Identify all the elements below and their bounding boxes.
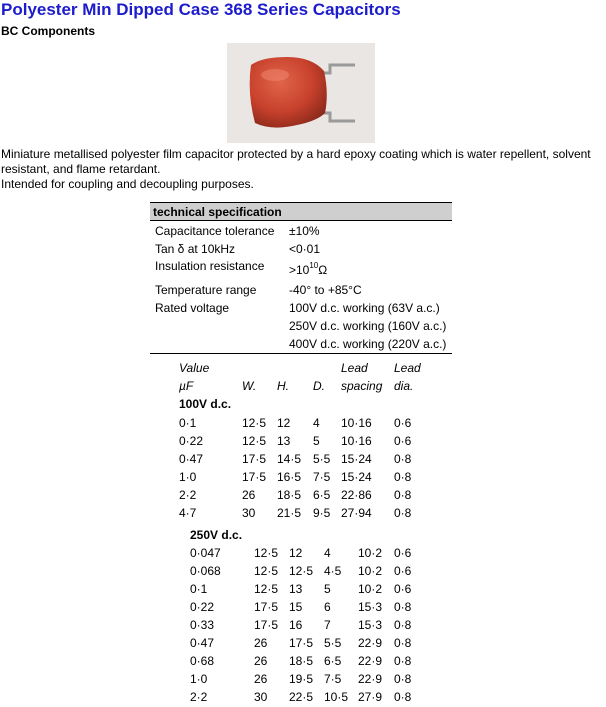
width-value: 12·5	[242, 416, 267, 430]
height-value: 13	[277, 434, 291, 448]
spec-row	[150, 316, 452, 334]
lead-spacing-value: 15·24	[341, 452, 372, 466]
spec-label: Insulation resistance	[155, 259, 265, 273]
spec-row	[150, 298, 452, 316]
technical-spec-table	[150, 202, 452, 352]
lead-spacing-value: 22·86	[341, 488, 372, 502]
width-value: 26	[254, 672, 268, 686]
lead-dia-value: 0·8	[394, 636, 412, 650]
col-header-value: Value	[179, 361, 210, 375]
lead-spacing-value: 10·2	[358, 582, 383, 596]
width-value: 30	[254, 690, 268, 704]
product-photo	[227, 43, 375, 143]
height-value: 16	[289, 618, 303, 632]
width-value: 30	[242, 506, 256, 520]
width-value: 12·5	[254, 582, 279, 596]
depth-value: 7·5	[324, 672, 342, 686]
lead-dia-value: 0·8	[394, 618, 412, 632]
spec-value: <0·01	[289, 242, 321, 256]
height-value: 18·5	[289, 654, 314, 668]
spec-value: ±10%	[289, 224, 320, 238]
cap-value: 0·1	[190, 582, 208, 596]
cap-value: 4·7	[179, 506, 197, 520]
col-header-lead: Lead	[341, 361, 368, 375]
spec-value	[289, 263, 327, 277]
depth-value: 5	[313, 434, 320, 448]
cap-value: 0·47	[179, 452, 204, 466]
voltage-group-label: 250V d.c.	[190, 528, 243, 542]
lead-dia-value: 0·6	[394, 564, 412, 578]
lead-spacing-value: 27·94	[341, 506, 372, 520]
depth-value: 9·5	[313, 506, 331, 520]
lead-dia-value: 0·8	[394, 690, 412, 704]
description-paragraph: Miniature metallised polyester film capacitor protected by a hard epoxy coating which is water repellent, solvent resistant, and flame retardant.	[1, 147, 591, 176]
divider	[150, 353, 452, 354]
spec-row	[150, 334, 452, 352]
lead-dia-value: 0·8	[394, 654, 412, 668]
value-unit: Ω	[318, 263, 328, 277]
depth-value: 7	[324, 618, 331, 632]
lead-spacing-value: 27·9	[358, 690, 383, 704]
width-value: 17·5	[242, 452, 267, 466]
height-value: 12	[289, 546, 303, 560]
depth-value: 6	[324, 600, 331, 614]
width-value: 17·5	[254, 600, 279, 614]
brand-name: BC Components	[1, 24, 95, 38]
spec-row	[150, 257, 452, 280]
col-header-diameter: dia.	[394, 379, 414, 393]
width-value: 26	[254, 654, 268, 668]
lead-spacing-value: 22·9	[358, 672, 383, 686]
lead-dia-value: 0·6	[394, 416, 412, 430]
width-value: 26	[254, 636, 268, 650]
lead-spacing-value: 15·3	[358, 618, 383, 632]
voltage-group-label: 100V d.c.	[179, 397, 232, 411]
height-value: 18·5	[277, 488, 302, 502]
cap-value: 0·22	[179, 434, 204, 448]
lead-dia-value: 0·8	[394, 672, 412, 686]
cap-value: 0·047	[190, 546, 221, 560]
width-value: 17·5	[242, 470, 267, 484]
spec-label: Capacitance tolerance	[155, 224, 275, 238]
page-title: Polyester Min Dipped Case 368 Series Capacitors	[1, 0, 401, 19]
cap-value: 0·47	[190, 636, 215, 650]
spec-row	[150, 280, 452, 298]
spec-row	[150, 239, 452, 257]
lead-dia-value: 0·8	[394, 488, 412, 502]
depth-value: 4	[324, 546, 331, 560]
lead-dia-value: 0·8	[394, 470, 412, 484]
depth-value: 4	[313, 416, 320, 430]
height-value: 12	[277, 416, 291, 430]
cap-value: 1·0	[179, 470, 197, 484]
width-value: 12·5	[242, 434, 267, 448]
cap-value: 0·68	[190, 654, 215, 668]
spec-label: Tan δ at 10kHz	[155, 242, 236, 256]
height-value: 21·5	[277, 506, 302, 520]
lead-dia-value: 0·8	[394, 600, 412, 614]
col-header-width: W.	[242, 379, 257, 393]
col-header-depth: D.	[313, 379, 325, 393]
lead-dia-value: 0·6	[394, 582, 412, 596]
width-value: 26	[242, 488, 256, 502]
lead-spacing-value: 22·9	[358, 636, 383, 650]
spec-row	[150, 221, 452, 239]
depth-value: 5·5	[324, 636, 342, 650]
lead-dia-value: 0·6	[394, 434, 412, 448]
lead-spacing-value: 10·2	[358, 546, 383, 560]
depth-value: 7·5	[313, 470, 331, 484]
cap-value: 0·1	[179, 416, 197, 430]
value-exponent: 10	[309, 261, 319, 270]
height-value: 12·5	[289, 564, 314, 578]
lead-spacing-value: 10·16	[341, 416, 372, 430]
cap-value: 0·068	[190, 564, 221, 578]
height-value: 22·5	[289, 690, 314, 704]
depth-value: 6·5	[324, 654, 342, 668]
cap-value: 0·22	[190, 600, 215, 614]
lead-dia-value: 0·8	[394, 506, 412, 520]
width-value: 12·5	[254, 564, 279, 578]
spec-value: 250V d.c. working (160V a.c.)	[289, 319, 447, 333]
height-value: 13	[289, 582, 303, 596]
spec-value: -40° to +85°C	[289, 283, 362, 297]
depth-value: 6·5	[313, 488, 331, 502]
depth-value: 5·5	[313, 452, 331, 466]
width-value: 17·5	[254, 618, 279, 632]
cap-value: 2·2	[179, 488, 197, 502]
lead-spacing-value: 15·3	[358, 600, 383, 614]
lead-spacing-value: 10·16	[341, 434, 372, 448]
col-header-lead: Lead	[394, 361, 421, 375]
spec-value: 400V d.c. working (220V a.c.)	[289, 337, 447, 351]
col-header-unit: µF	[179, 379, 194, 393]
height-value: 15	[289, 600, 303, 614]
col-header-height: H.	[277, 379, 289, 393]
height-value: 17·5	[289, 636, 314, 650]
depth-value: 10·5	[324, 690, 349, 704]
col-header-spacing: spacing	[341, 379, 383, 393]
lead-spacing-value: 10·2	[358, 564, 383, 578]
spec-value: 100V d.c. working (63V a.c.)	[289, 301, 440, 315]
lead-spacing-value: 22·9	[358, 654, 383, 668]
depth-value: 4·5	[324, 564, 342, 578]
spec-label: Temperature range	[155, 283, 257, 297]
height-value: 19·5	[289, 672, 314, 686]
red-dipped-capacitor-photo-icon	[227, 43, 375, 143]
cap-value: 2·2	[190, 690, 208, 704]
height-value: 14·5	[277, 452, 302, 466]
width-value: 12·5	[254, 546, 279, 560]
spec-label: Rated voltage	[155, 301, 230, 315]
description-paragraph: Intended for coupling and decoupling purposes.	[1, 177, 254, 191]
depth-value: 5	[324, 582, 331, 596]
cap-value: 0·33	[190, 618, 215, 632]
height-value: 16·5	[277, 470, 302, 484]
lead-dia-value: 0·6	[394, 546, 412, 560]
product-description	[1, 147, 605, 192]
lead-spacing-value: 15·24	[341, 470, 372, 484]
lead-dia-value: 0·8	[394, 452, 412, 466]
value-base: >10	[289, 263, 310, 277]
spec-header: technical specification	[150, 202, 452, 221]
cap-value: 1·0	[190, 672, 208, 686]
